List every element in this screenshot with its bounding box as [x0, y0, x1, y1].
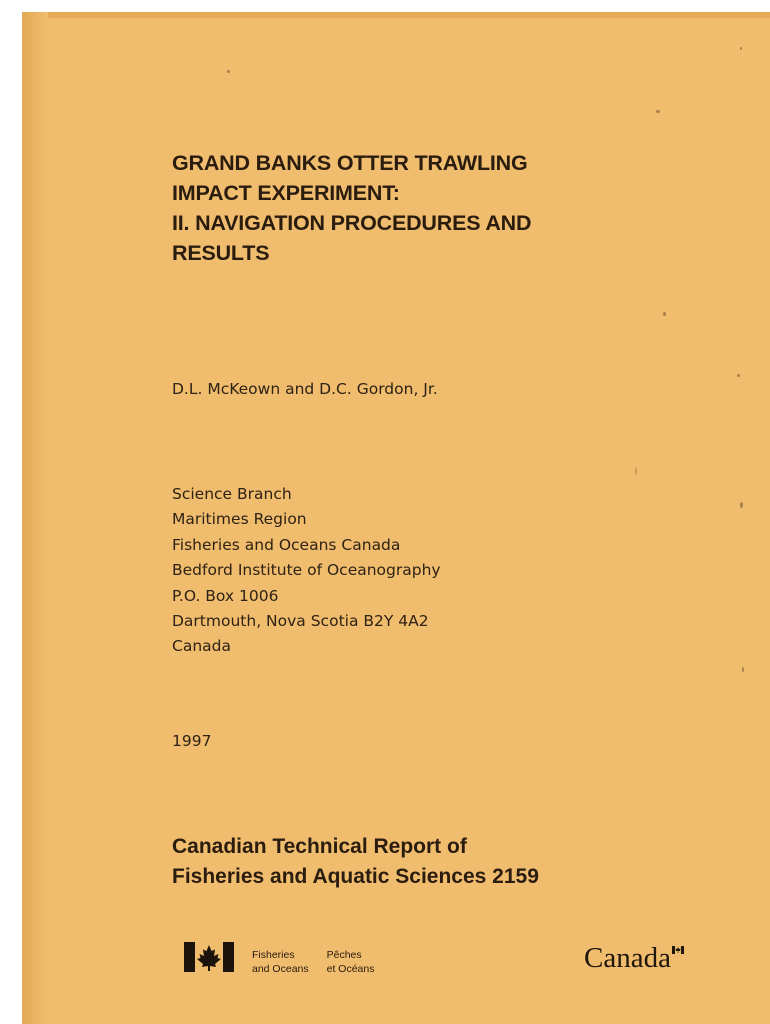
department-name-french — [327, 948, 375, 976]
scan-speck — [740, 47, 742, 50]
scan-speck — [656, 110, 660, 113]
department-name-english — [252, 948, 309, 976]
department-line: and Oceans — [252, 963, 309, 975]
address-line: Dartmouth, Nova Scotia B2Y 4A2 — [172, 612, 429, 631]
title-line: RESULTS — [172, 241, 270, 265]
report-title — [172, 148, 531, 268]
address-line: Science Branch — [172, 485, 292, 503]
report-series — [172, 832, 539, 892]
report-cover — [22, 12, 770, 1024]
address-line: Fisheries and Oceans Canada — [172, 535, 401, 554]
title-line: II. NAVIGATION PROCEDURES AND — [172, 211, 532, 235]
scan-speck — [742, 667, 744, 672]
canada-wordmark: Canada — [584, 942, 671, 974]
address-line: P.O. Box 1006 — [172, 586, 279, 605]
scan-speck — [740, 502, 743, 508]
publication-year: 1997 — [172, 732, 212, 750]
wordmark-flag-icon — [672, 946, 684, 954]
authors: D.L. McKeown and D.C. Gordon, Jr. — [172, 380, 438, 398]
scan-speck — [635, 467, 637, 475]
department-line: Fisheries — [252, 949, 295, 961]
canada-flag-icon — [184, 942, 234, 972]
department-names — [252, 948, 375, 976]
cover-top-edge — [22, 12, 770, 18]
address-line: Maritimes Region — [172, 510, 307, 529]
address-line: Canada — [172, 637, 231, 656]
scan-speck — [737, 374, 740, 377]
title-line: GRAND BANKS OTTER TRAWLING — [172, 151, 528, 175]
address-line: Bedford Institute of Oceanography — [172, 561, 441, 580]
scan-speck — [663, 312, 666, 316]
department-line: Pêches — [326, 949, 362, 961]
address-block — [172, 482, 441, 660]
series-line: Fisheries and Aquatic Sciences 2159 — [172, 865, 539, 888]
cover-binding — [22, 12, 48, 1024]
department-line: et Océans — [326, 963, 375, 975]
title-line: IMPACT EXPERIMENT: — [172, 181, 400, 205]
series-line: Canadian Technical Report of — [172, 835, 467, 858]
scan-speck — [227, 70, 230, 73]
